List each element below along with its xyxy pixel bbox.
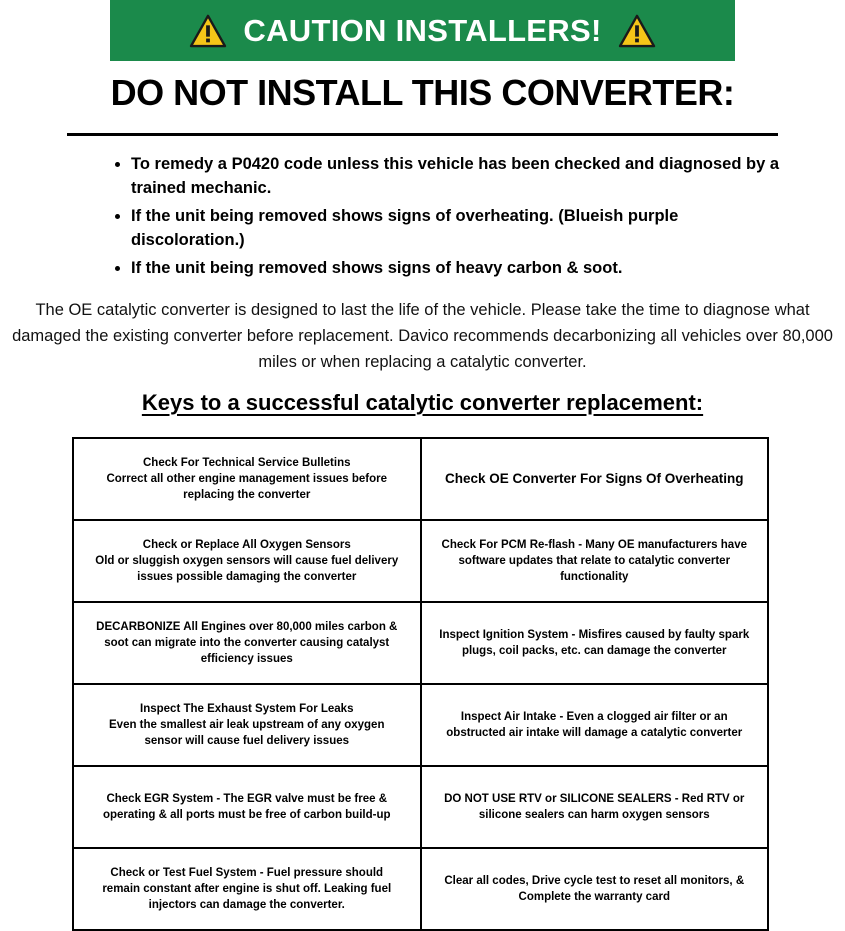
table-cell: DECARBONIZE All Engines over 80,000 miles carbon & soot can migrate into the converter causing catalyst efficiency issues bbox=[73, 602, 421, 684]
caution-banner-text: CAUTION INSTALLERS! bbox=[243, 12, 602, 48]
keys-table bbox=[72, 437, 769, 931]
keys-section-heading: Keys to a successful catalytic converter replacement: bbox=[141, 390, 704, 415]
table-row bbox=[73, 766, 768, 848]
table-row bbox=[73, 438, 768, 520]
table-cell: Check For PCM Re-flash - Many OE manufacturers have software updates that relate to catalytic converter functionality bbox=[421, 520, 769, 602]
divider bbox=[67, 133, 778, 136]
table-cell: Inspect The Exhaust System For Leaks Even the smallest air leak upstream of any oxygen sensor will cause fuel delivery issues bbox=[73, 684, 421, 766]
warning-triangle-icon bbox=[189, 14, 227, 48]
caution-banner bbox=[110, 0, 735, 61]
table-cell: Check For Technical Service Bulletins Correct all other engine management issues before replacing the converter bbox=[73, 438, 421, 520]
table-cell: DO NOT USE RTV or SILICONE SEALERS - Red RTV or silicone sealers can harm oxygen sensors bbox=[421, 766, 769, 848]
list-item: • If the unit being removed shows signs of heavy carbon & soot. bbox=[131, 256, 791, 280]
table-cell: Check EGR System - The EGR valve must be free & operating & all ports must be free of carbon build-up bbox=[73, 766, 421, 848]
table-cell: Clear all codes, Drive cycle test to reset all monitors, & Complete the warranty card bbox=[421, 848, 769, 930]
list-item: • To remedy a P0420 code unless this vehicle has been checked and diagnosed by a trained mechanic. bbox=[131, 152, 791, 201]
table-row bbox=[73, 684, 768, 766]
table-cell: Inspect Ignition System - Misfires caused by faulty spark plugs, coil packs, etc. can damage the converter bbox=[421, 602, 769, 684]
list-item: • If the unit being removed shows signs of overheating. (Blueish purple discoloration.) bbox=[131, 204, 791, 253]
table-cell: Check OE Converter For Signs Of Overheating bbox=[421, 438, 769, 520]
table-row bbox=[73, 848, 768, 930]
intro-paragraph: The OE catalytic converter is designed to last the life of the vehicle. Please take the time to diagnose what damaged the existing converter before replacement. Davico recommends decarbonizing all vehicles over 80,000 miles or when replacing a catalytic converter. bbox=[12, 301, 833, 372]
page-title: DO NOT INSTALL THIS CONVERTER: bbox=[110, 72, 735, 113]
table-cell: Check or Replace All Oxygen Sensors Old or sluggish oxygen sensors will cause fuel delivery issues possible damaging the converter bbox=[73, 520, 421, 602]
table-row bbox=[73, 602, 768, 684]
table-row bbox=[73, 520, 768, 602]
table-cell: Check or Test Fuel System - Fuel pressure should remain constant after engine is shut off. Leaking fuel injectors can damage the converter. bbox=[73, 848, 421, 930]
table-cell: Inspect Air Intake - Even a clogged air filter or an obstructed air intake will damage a catalytic converter bbox=[421, 684, 769, 766]
warning-bullet-list bbox=[95, 152, 791, 283]
warning-triangle-icon bbox=[618, 14, 656, 48]
